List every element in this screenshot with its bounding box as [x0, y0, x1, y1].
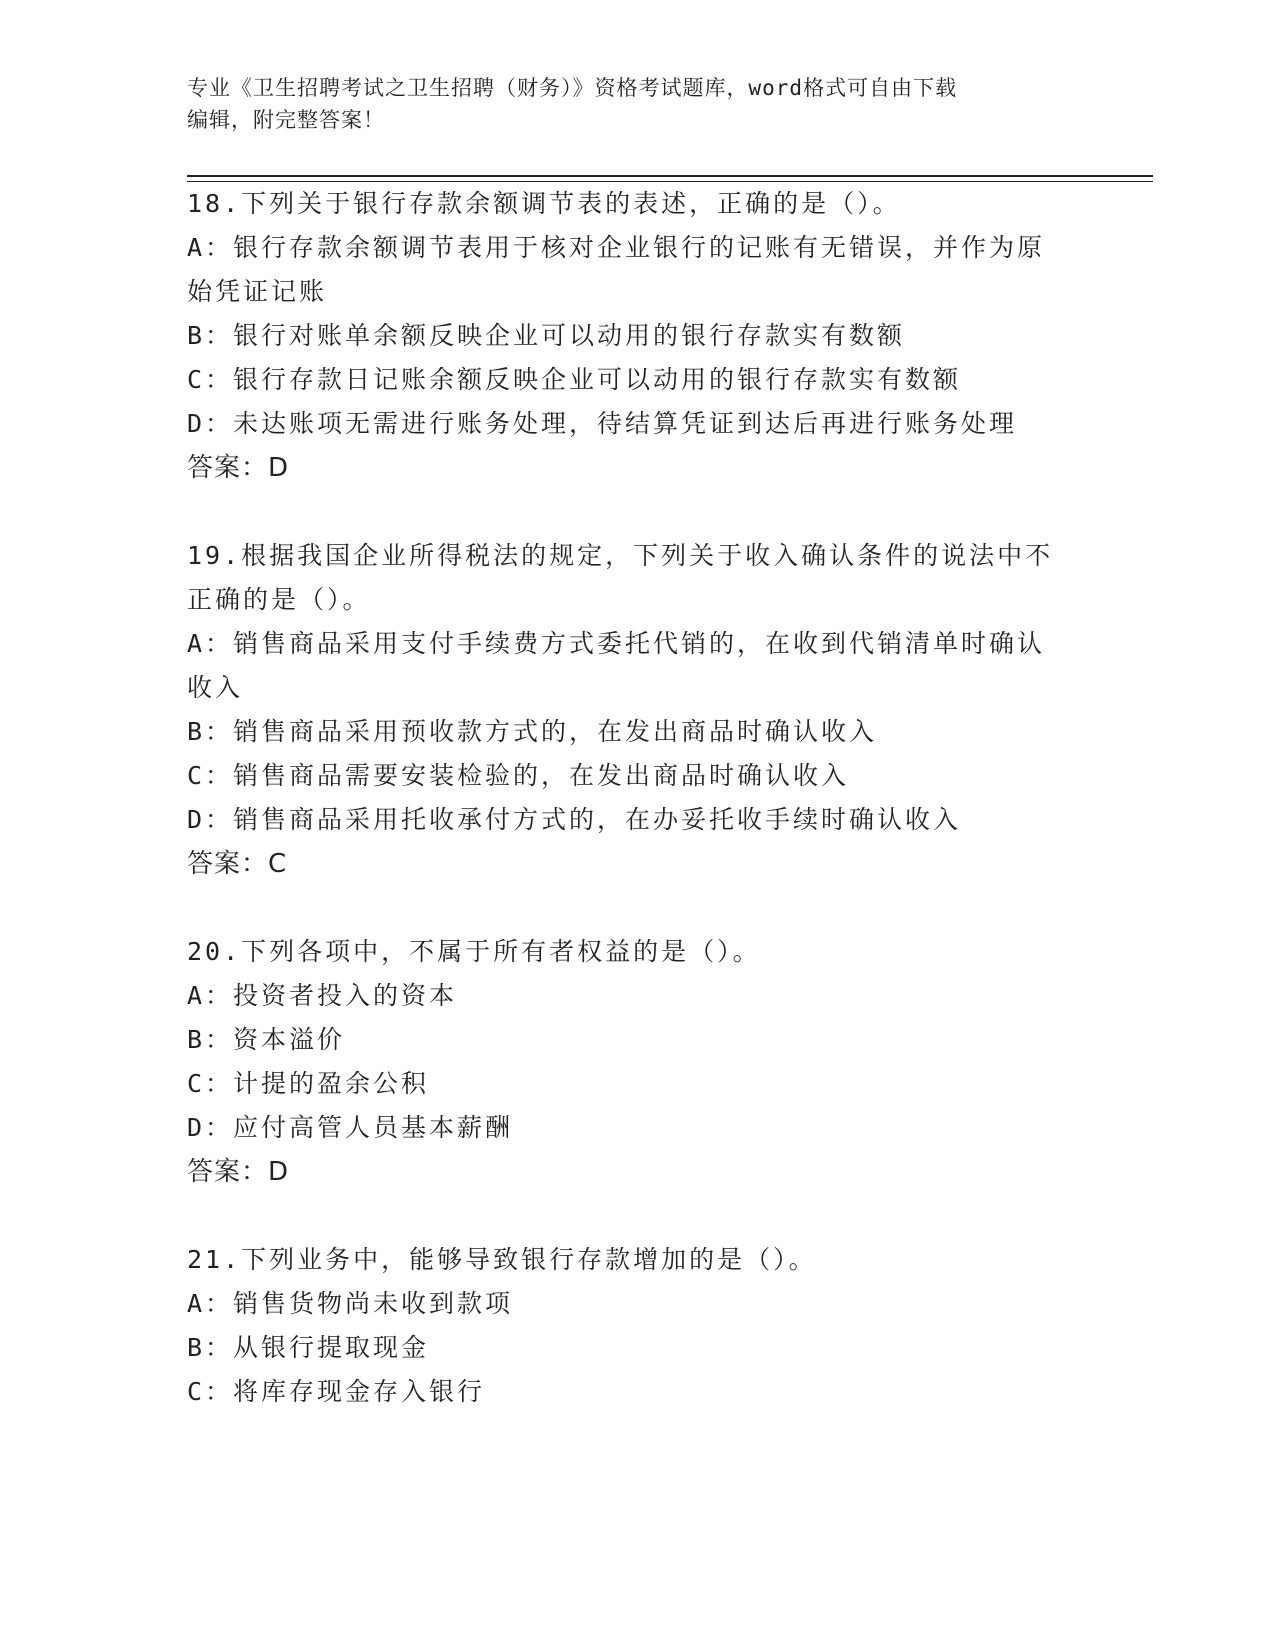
header-line-1: 专业《卫生招聘考试之卫生招聘（财务）》资格考试题库，word格式可自由下载 [187, 76, 958, 100]
question-stem: 21.下列业务中，能够导致银行存款增加的是（）。 [187, 1245, 817, 1274]
option-a-continued: 始凭证记账 [187, 277, 328, 306]
option-c: C：计提的盈余公积 [187, 1069, 430, 1098]
option-c: C：将库存现金存入银行 [187, 1377, 486, 1406]
option-b: B：销售商品采用预收款方式的，在发出商品时确认收入 [187, 717, 878, 746]
document-header [187, 72, 1087, 136]
option-d: D：应付高管人员基本薪酬 [187, 1113, 514, 1142]
option-a: A：投资者投入的资本 [187, 981, 458, 1010]
option-d: D：未达账项无需进行账务处理，待结算凭证到达后再进行账务处理 [187, 409, 1018, 438]
header-line-2: 编辑，附完整答案！ [187, 108, 385, 132]
option-b: B：从银行提取现金 [187, 1333, 430, 1362]
option-d: D：销售商品采用托收承付方式的，在办妥托收手续时确认收入 [187, 805, 962, 834]
header-divider-top [187, 175, 1153, 177]
question-stem-continued: 正确的是（）。 [187, 585, 371, 614]
question-stem: 18.下列关于银行存款余额调节表的表述，正确的是（）。 [187, 189, 901, 218]
header-divider-bottom [187, 181, 1153, 182]
option-c: C：银行存款日记账余额反映企业可以动用的银行存款实有数额 [187, 365, 962, 394]
option-a: A：销售商品采用支付手续费方式委托代销的，在收到代销清单时确认 [187, 629, 1046, 658]
option-b: B：资本溢价 [187, 1025, 346, 1054]
question-stem: 19.根据我国企业所得税法的规定，下列关于收入确认条件的说法中不 [187, 541, 1054, 570]
option-a: A：销售货物尚未收到款项 [187, 1289, 514, 1318]
question-stem: 20.下列各项中，不属于所有者权益的是（）。 [187, 937, 761, 966]
option-b: B：银行对账单余额反映企业可以动用的银行存款实有数额 [187, 321, 906, 350]
answer: 答案：D [187, 1157, 290, 1187]
option-a-continued: 收入 [187, 673, 244, 702]
option-a: A：银行存款余额调节表用于核对企业银行的记账有无错误，并作为原 [187, 233, 1046, 262]
option-c: C：销售商品需要安装检验的，在发出商品时确认收入 [187, 761, 850, 790]
answer: 答案：C [187, 849, 288, 879]
answer: 答案：D [187, 453, 290, 483]
